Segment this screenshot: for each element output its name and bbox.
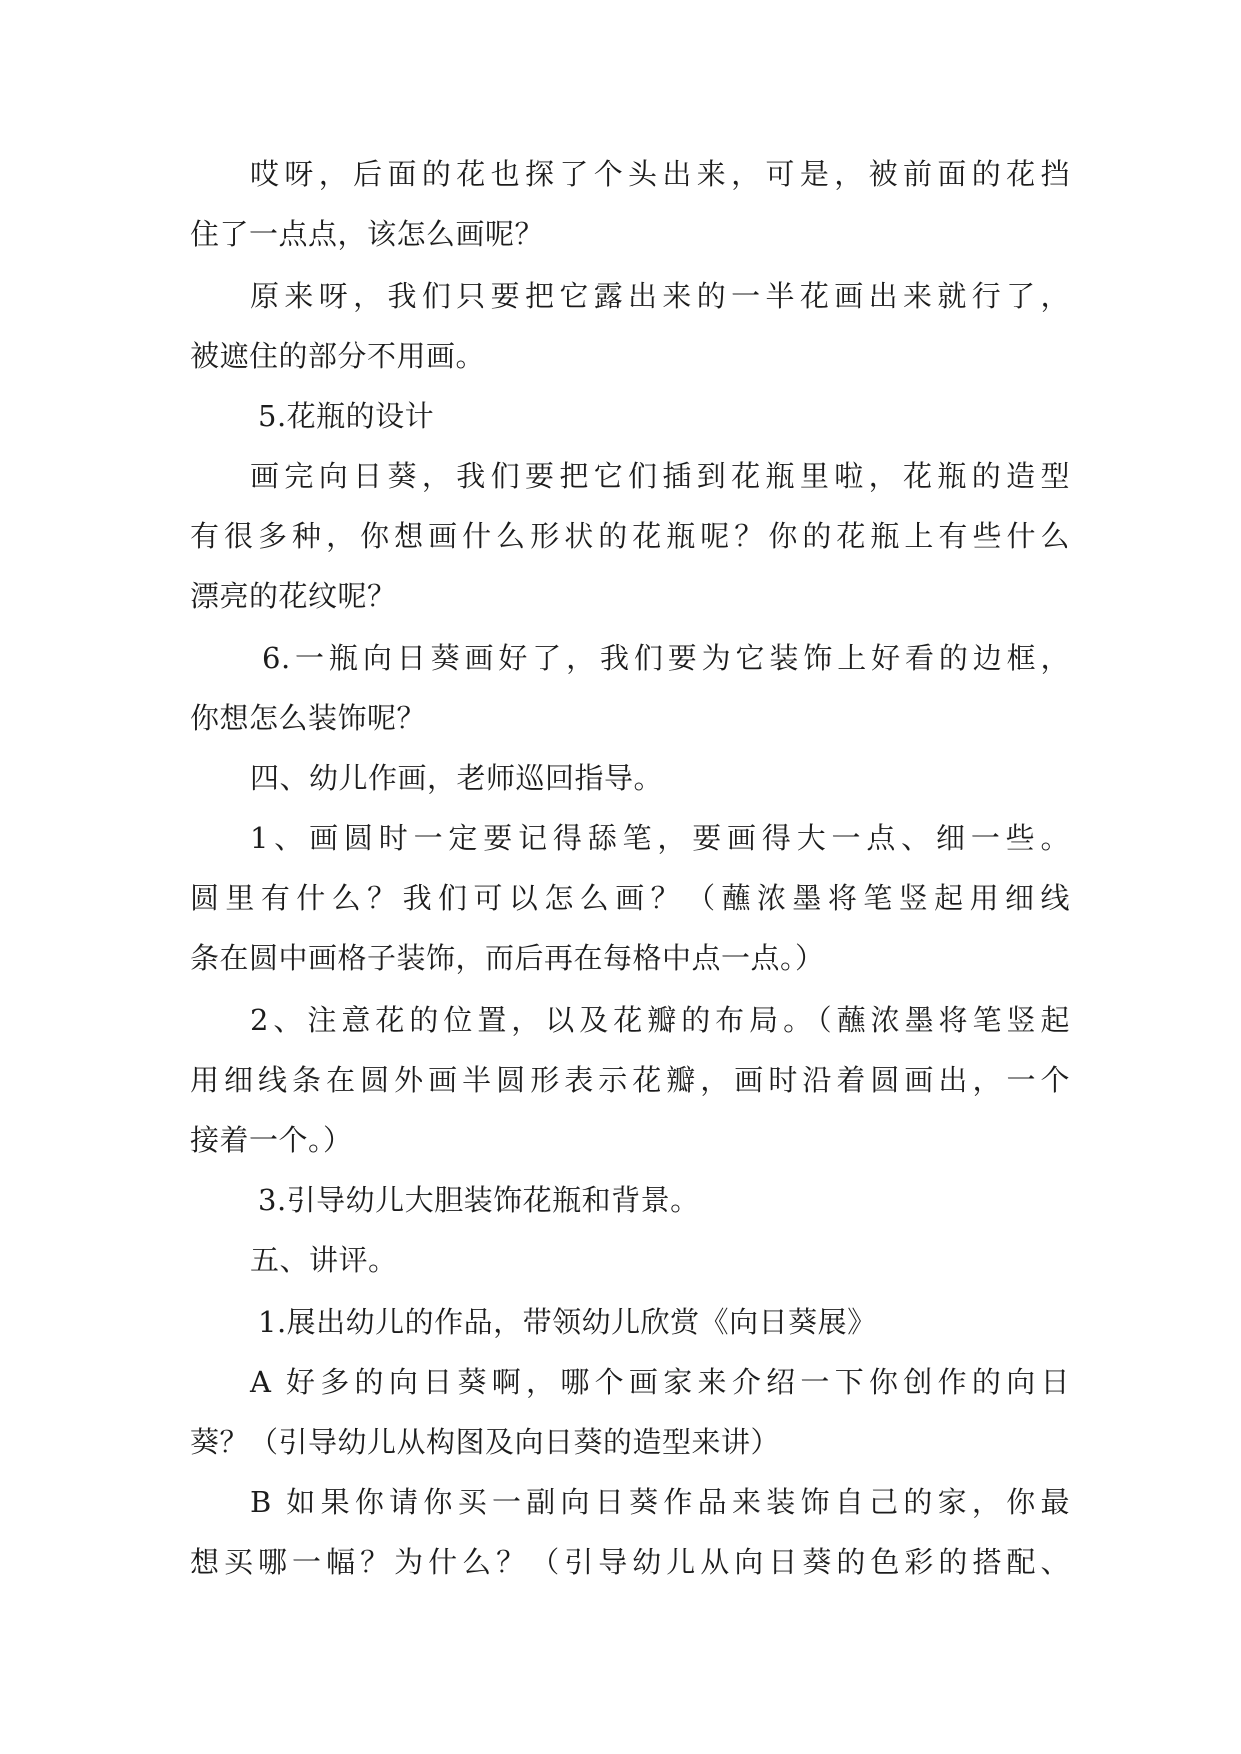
section-heading: 四、幼儿作画，老师巡回指导。	[250, 761, 664, 795]
section-heading: 五、讲评。	[250, 1243, 398, 1277]
paragraph-line: 哎呀，后面的花也探了个头出来，可是，被前面的花挡	[250, 157, 1070, 191]
paragraph-line: 有很多种，你想画什么形状的花瓶呢？你的花瓶上有些什么	[190, 519, 1070, 553]
paragraph-line: 被遮住的部分不用画。	[190, 339, 486, 373]
section-heading: 5.花瓶的设计	[258, 399, 435, 433]
paragraph-line: 接着一个。）	[190, 1123, 353, 1157]
paragraph-line: 1.展出幼儿的作品，带领幼儿欣赏《向日葵展》	[258, 1305, 877, 1339]
paragraph-line: 1、画圆时一定要记得舔笔，要画得大一点、细一些。	[250, 821, 1070, 855]
paragraph-line: 条在圆中画格子装饰，而后再在每格中点一点。）	[190, 941, 825, 975]
paragraph-line: 你想怎么装饰呢？	[190, 701, 427, 735]
paragraph-line: 用细线条在圆外画半圆形表示花瓣，画时沿着圆画出，一个	[190, 1063, 1070, 1097]
paragraph-line: B 如果你请你买一副向日葵作品来装饰自己的家，你最	[250, 1485, 1070, 1519]
paragraph-line: 原来呀，我们只要把它露出来的一半花画出来就行了，	[250, 279, 1070, 313]
paragraph-line: 葵？（引导幼儿从构图及向日葵的造型来讲）	[190, 1425, 781, 1459]
section-heading: 6.一瓶向日葵画好了，我们要为它装饰上好看的边框，	[262, 641, 1070, 675]
paragraph-line: 2、注意花的位置，以及花瓣的布局。（蘸浓墨将笔竖起	[250, 1003, 1070, 1037]
paragraph-line: 漂亮的花纹呢？	[190, 579, 397, 613]
paragraph-line: 住了一点点，该怎么画呢？	[190, 217, 545, 251]
paragraph-line: A 好多的向日葵啊，哪个画家来介绍一下你创作的向日	[250, 1365, 1070, 1399]
paragraph-line: 想买哪一幅？为什么？（引导幼儿从向日葵的色彩的搭配、	[190, 1545, 1070, 1579]
paragraph-line: 圆里有什么？我们可以怎么画？（蘸浓墨将笔竖起用细线	[190, 881, 1070, 915]
paragraph-line: 3.引导幼儿大胆装饰花瓶和背景。	[258, 1183, 700, 1217]
paragraph-line: 画完向日葵，我们要把它们插到花瓶里啦，花瓶的造型	[250, 459, 1070, 493]
